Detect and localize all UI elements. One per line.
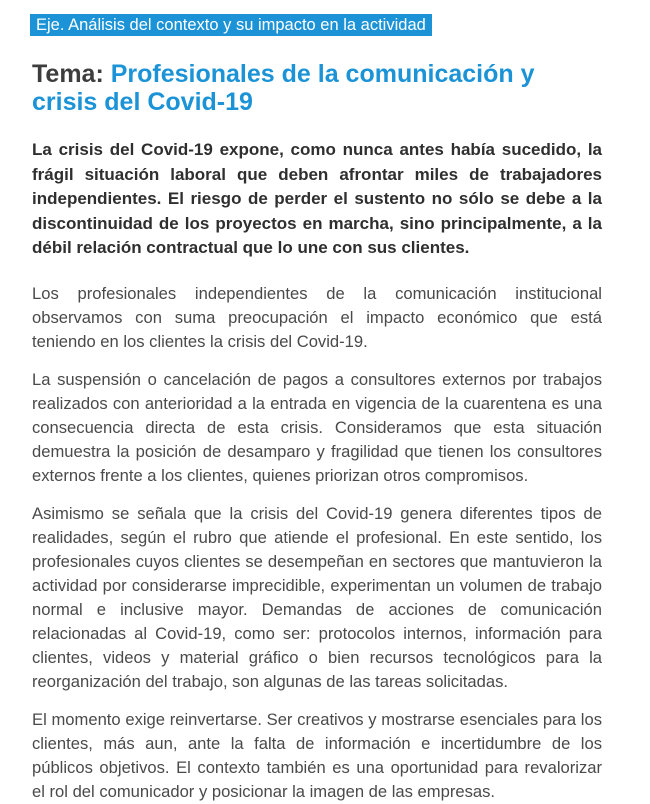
- body-paragraph-1: Los profesionales independientes de la comunicación institucional observamos con suma preocupación el impacto económico que está teniendo en los clientes la crisis del Covid-19.: [32, 283, 602, 351]
- document-page: [32, 14, 602, 804]
- topic-prefix: Tema:: [32, 60, 104, 88]
- body-paragraph-2: La suspensión o cancelación de pagos a consultores externos por trabajos realizados con anterioridad a la entrada en vigencia de la cuarentena es una consecuencia directa de esta crisis. Consideramos que esta situación demuestra la posición de desamparo y fragilidad que tienen los consultores externos frente a los clientes, quienes priorizan otros compromisos.: [32, 369, 602, 485]
- body-paragraph-4: El momento exige reinvertarse. Ser creativos y mostrarse esenciales para los clientes, más aun, ante la falta de información e incertidumbre de los públicos objetivos. El contexto también es una oportunidad para revalorizar el rol del comunicador y posicionar la imagen de las empresas.: [32, 709, 602, 801]
- section-axis-label: Eje. Análisis del contexto y su impacto en la actividad: [36, 16, 426, 34]
- topic-title: Profesionales de la comunicación y crisis del Covid-19: [32, 60, 535, 116]
- section-axis-banner: [30, 14, 432, 36]
- lead-paragraph: La crisis del Covid-19 expone, como nunca antes había sucedido, la frágil situación laboral que deben afrontar miles de trabajadores independientes. El riesgo de perder el sustento no sólo se debe a la discontinuidad de los proyectos en marcha, sino principalmente, a la débil relación contractual que lo une con sus clientes.: [32, 140, 602, 257]
- body-paragraph-3: Asimismo se señala que la crisis del Covid-19 genera diferentes tipos de realidades, según el rubro que atiende el profesional. En este sentido, los profesionales cuyos clientes se desempeñan en sectores que mantuvieron la actividad por considerarse imprecidible, experimentan un volumen de trabajo normal e inclusive mayor. Demandas de acciones de comunicación relacionadas al Covid-19, como ser: protocolos internos, información para clientes, videos y material gráfico o bien recursos tecnológicos para la reorganización del trabajo, son algunas de las tareas solicitadas.: [32, 503, 602, 691]
- topic-heading: [32, 60, 602, 116]
